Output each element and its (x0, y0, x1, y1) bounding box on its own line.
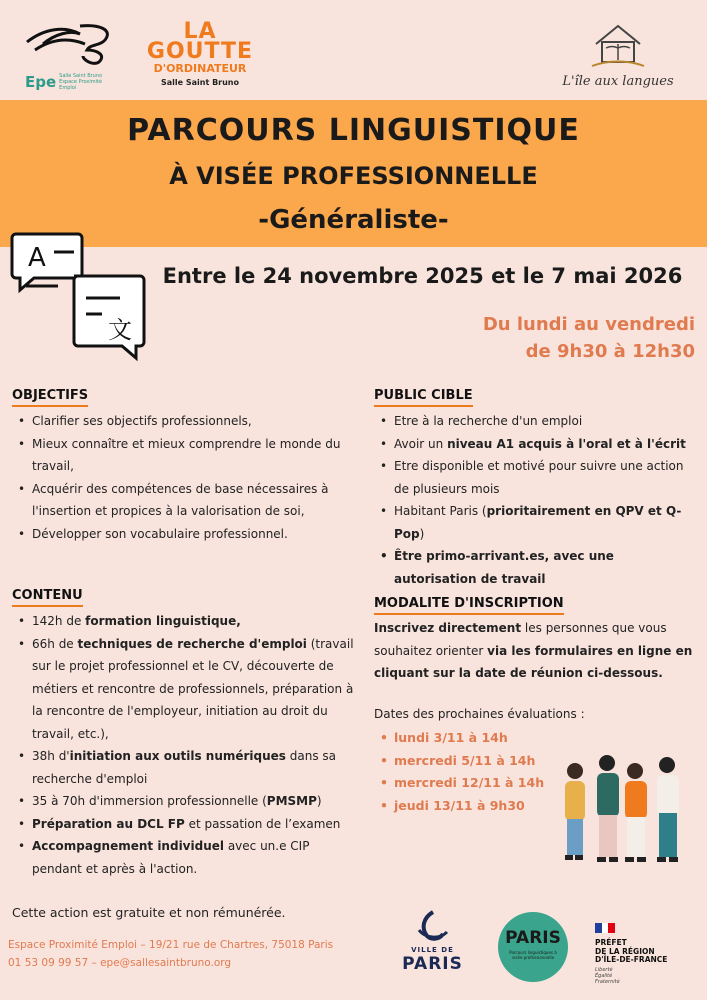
evaluation-date-link[interactable]: • jeudi 13/11 à 9h30 (374, 795, 699, 818)
house-book-icon (588, 20, 648, 70)
text-span: 35 à 70h d'immersion professionnelle ( (32, 794, 267, 808)
footer-contact: 01 53 09 99 57 – epe@sallesaintbruno.org (8, 957, 232, 969)
list-item: • Etre disponible et motivé pour suivre une action de plusieurs mois (374, 455, 699, 500)
list-item: • Clarifier ses objectifs professionnels, (12, 410, 362, 433)
title-line1: PARCOURS LINGUISTIQUE (127, 113, 580, 148)
evaluation-dates-label: Dates des prochaines évaluations : (374, 706, 585, 721)
objectifs-section (12, 384, 362, 545)
goutte-logo (135, 19, 265, 87)
bird-logo-icon (25, 20, 115, 65)
ville-de-label: VILLE DE (411, 946, 454, 954)
bold-span: initiation aux outils numériques (69, 749, 286, 763)
list-item: • Développer son vocabulaire professionnel. (12, 523, 362, 546)
inscription-heading: MODALITE D'INSCRIPTION (374, 596, 564, 615)
goutte-line1: LA (183, 19, 217, 44)
list-item (12, 610, 362, 633)
public-heading: PUBLIC CIBLE (374, 388, 473, 407)
motto-3: Fraternité (595, 978, 620, 985)
title-line3: -Généraliste- (258, 205, 449, 235)
program-dates: Entre le 24 novembre 2025 et le 7 mai 2026 (162, 264, 683, 288)
objectifs-list (12, 410, 362, 545)
public-list (374, 410, 699, 590)
prefet-line1: PRÉFET (595, 938, 627, 947)
epe-logo (25, 20, 120, 95)
ile-aux-langues-text: L'île aux langues (562, 74, 674, 89)
goutte-line4: Salle Saint Bruno (161, 78, 239, 87)
list-item: • Mieux connaître et mieux comprendre le monde du travail, (12, 433, 362, 478)
text-span: Habitant Paris ( (394, 504, 487, 518)
footer-address: Espace Proximité Emploi – 19/21 rue de Chartres, 75018 Paris (8, 939, 334, 951)
bold-span: prioritairement en QPV et Q-Pop (394, 504, 682, 541)
list-item (374, 500, 699, 545)
title-line2: À VISÉE PROFESSIONNELLE (169, 162, 538, 190)
ville-de-paris-logo (395, 910, 470, 985)
text-span: les personnes que vous souhaitez orienter (374, 621, 667, 658)
bold-span: Inscrivez directement (374, 621, 522, 635)
ile-aux-langues-logo (548, 20, 688, 89)
list-item (12, 745, 362, 790)
bold-span: Accompagnement individuel (32, 839, 224, 853)
epe-wordmark: Epe (25, 73, 57, 91)
prefet-logo (595, 918, 700, 985)
text-span: 66h de (32, 636, 78, 651)
program-days: Du lundi au vendredi (482, 314, 695, 335)
contenu-list (12, 610, 362, 880)
motto-1: Liberté (595, 966, 613, 973)
text-span: ) (419, 526, 425, 541)
text-span: dans sa recherche d'emploi (32, 749, 337, 786)
text-span: (travail sur le projet professionnel et le CV, découverte de métiers et rencontre de professionnels, préparation à la rencontre de l'employeur, initiation au droit du travail, etc.), (32, 636, 354, 741)
program-hours: de 9h30 à 12h30 (525, 341, 695, 362)
list-item (12, 633, 362, 746)
text-span: 38h d' (32, 749, 70, 763)
list-item: • Être primo-arrivant.es, avec une autorisation de travail (374, 545, 699, 590)
evaluation-date-link[interactable]: • mercredi 5/11 à 14h (374, 750, 699, 773)
text-span: 142h de (32, 614, 86, 628)
evaluation-date-link[interactable]: • lundi 3/11 à 14h (374, 727, 699, 750)
objectifs-heading: OBJECTIFS (12, 388, 88, 407)
people-illustration (555, 745, 695, 870)
paris-linguistique-badge (498, 912, 568, 982)
epe-subtitle-2: Espace Proximité Emploi (59, 79, 103, 91)
public-section (374, 384, 699, 590)
paris-label: PARIS (402, 954, 463, 974)
goutte-line3: D'ORDINATEUR (153, 62, 247, 75)
paris-ship-icon (413, 910, 453, 942)
list-item: • Acquérir des compétences de base nécessaires à l'insertion et propices à la valorisation de soi, (12, 478, 362, 523)
letter-wen: 文 (108, 316, 132, 344)
goutte-line2: GOUTTE (146, 39, 254, 64)
bold-span: techniques de recherche d'emploi (77, 636, 307, 651)
list-item (12, 790, 362, 813)
translate-icon (8, 222, 153, 362)
text-span: Avoir un (394, 436, 448, 451)
epe-subtitle-1: Salle Saint Bruno (59, 73, 103, 79)
bold-span: niveau A1 acquis à l'oral et à l'écrit (447, 436, 686, 451)
prefet-line3: D'ÎLE-DE-FRANCE (595, 955, 668, 964)
marianne-flag-icon (595, 923, 615, 933)
evaluation-date-link[interactable]: • mercredi 12/11 à 14h (374, 772, 699, 795)
inscription-text (374, 617, 699, 685)
contenu-section (12, 584, 362, 880)
motto-2: Égalité (595, 972, 613, 979)
letter-a: A (28, 243, 46, 273)
text-span: et passation de l’examen (184, 816, 341, 831)
bold-span: Préparation au DCL FP (32, 816, 185, 831)
paris-badge-subtitle: Parcours linguistiques à visée professionnelle (509, 950, 557, 960)
text-span: avec un.e CIP pendant et après à l'action. (32, 839, 310, 876)
bold-span: PMSMP (266, 794, 317, 808)
list-item (12, 835, 362, 880)
bold-span: via les formulaires en ligne en cliquant sur la date de réunion ci-dessous. (374, 643, 693, 680)
prefet-line2: DE LA RÉGION (595, 946, 655, 956)
paris-badge-title: PARIS (505, 928, 561, 948)
list-item (12, 813, 362, 836)
contenu-heading: CONTENU (12, 588, 83, 607)
text-span: ) (316, 794, 322, 808)
free-notice: Cette action est gratuite et non rémunérée. (12, 905, 286, 920)
bold-span: formation linguistique, (85, 614, 241, 628)
list-item: • Etre à la recherche d'un emploi (374, 410, 699, 433)
list-item (374, 433, 699, 456)
